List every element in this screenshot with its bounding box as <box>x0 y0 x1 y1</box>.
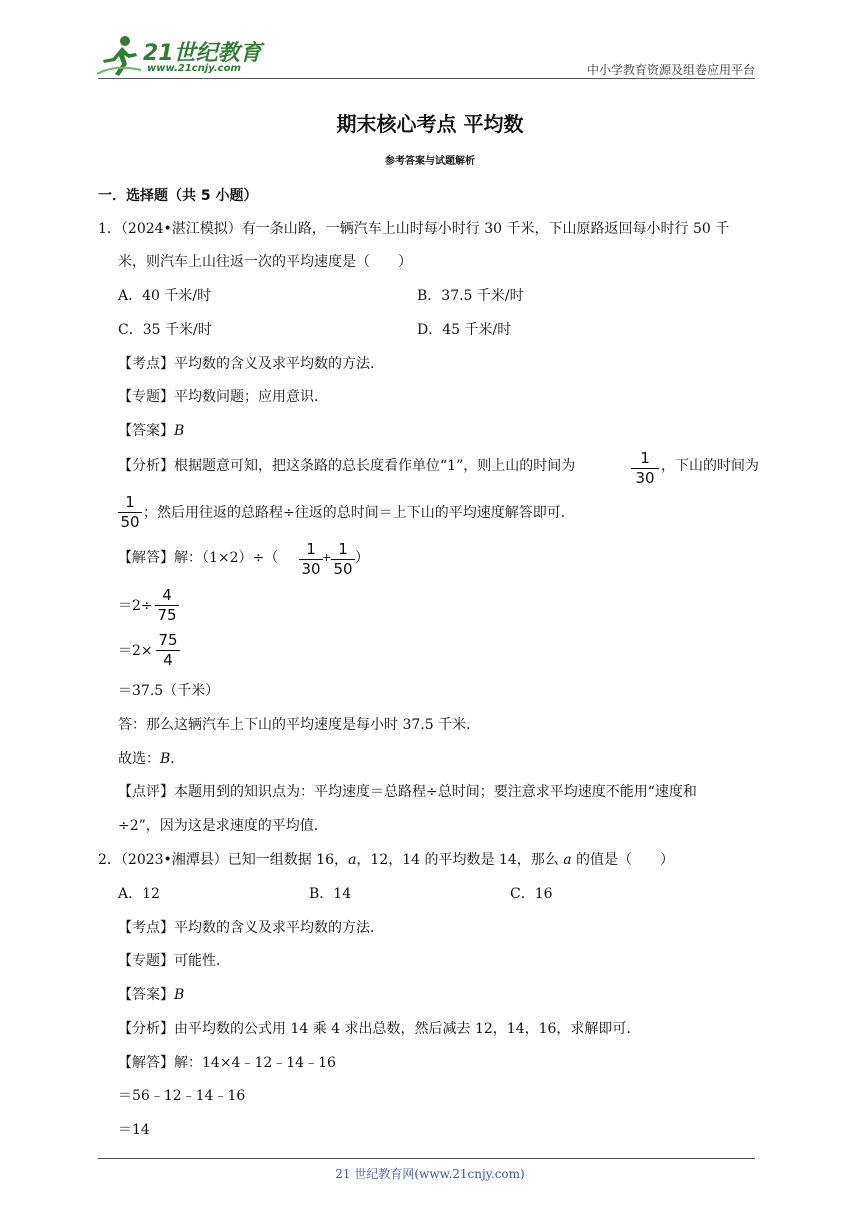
q1-step1-prefix: ＝2÷ <box>118 598 153 614</box>
fraction-4-75 <box>155 587 179 624</box>
logo-url: www.21cnjy.com <box>147 63 241 74</box>
q1-choose-value: B <box>160 751 171 767</box>
q2-option-b: B．14 <box>309 886 352 902</box>
header-divider <box>98 78 755 79</box>
q1-stem-line2: 米，则汽车上山往返一次的平均速度是（ ） <box>118 254 412 270</box>
fraction-1-50-b <box>331 541 355 578</box>
fraction-denominator: 75 <box>157 606 177 624</box>
q1-option-c: C．35 千米/时 <box>118 322 212 338</box>
section-heading: 一．选择题（共 5 小题） <box>98 188 258 204</box>
fraction-denominator: 50 <box>333 560 353 578</box>
q1-option-a: A．40 千米/时 <box>118 288 212 304</box>
q1-answer <box>118 421 184 441</box>
fraction-denominator: 30 <box>635 469 655 487</box>
q1-jieda-prefix: 【解答】解：（1×2）÷（ <box>118 550 279 566</box>
footer-link[interactable]: 21 世纪教育网(www.21cnjy.com) <box>335 1167 525 1181</box>
q2-step1: ＝56﹣12﹣14﹣16 <box>118 1088 246 1104</box>
q1-zhuanti: 【专题】平均数问题；应用意识． <box>118 389 328 405</box>
q2-option-a: A．12 <box>118 886 160 902</box>
site-name: 中小学教育资源及组卷应用平台 <box>586 63 755 77</box>
fraction-denominator: 30 <box>301 560 321 578</box>
q2-stem-b: ，12，14 的平均数是 14，那么 <box>356 852 564 868</box>
q2-answer-label: 【答案】 <box>118 987 174 1003</box>
q2-jieda: 【解答】解：14×4﹣12﹣14﹣16 <box>118 1055 336 1071</box>
fraction-numerator: 75 <box>158 631 178 649</box>
page-header <box>0 0 860 82</box>
fraction-1-50 <box>118 494 142 531</box>
q2-stem-c: 的值是（ ） <box>571 852 675 868</box>
q1-jieda-suffix: ） <box>355 550 369 566</box>
footer-divider <box>98 1158 755 1159</box>
q2-step2: ＝14 <box>118 1122 150 1138</box>
q1-step3: ＝37.5（千米） <box>118 683 220 699</box>
q2-stem-a: 2．（2023•湘潭县）已知一组数据 16， <box>98 852 349 868</box>
q2-answer <box>118 985 184 1005</box>
runner-logo-icon <box>95 34 143 78</box>
page-title: 期末核心考点 平均数 <box>336 112 524 136</box>
fraction-numerator: 1 <box>125 493 135 511</box>
page-subtitle: 参考答案与试题解析 <box>385 156 475 167</box>
q1-option-d: D．45 千米/时 <box>417 322 512 338</box>
q2-var-a: a <box>348 852 357 868</box>
fraction-denominator: 50 <box>120 513 140 531</box>
fraction-numerator: 1 <box>640 449 650 467</box>
q2-answer-value: B <box>174 987 185 1003</box>
q1-answer-label: 【答案】 <box>118 423 174 439</box>
q1-stem-line1: 1．（2024•湛江模拟）有一条山路，一辆汽车上山时每小时行 30 千米，下山原路返回每小时行 50 千 <box>98 221 730 237</box>
q1-answer-value: B <box>174 423 185 439</box>
q1-kaodian: 【考点】平均数的含义及求平均数的方法． <box>118 356 384 372</box>
fraction-denominator: 4 <box>163 651 173 669</box>
fraction-1-30 <box>631 450 659 487</box>
q2-stem <box>98 850 674 870</box>
plus-sign: + <box>322 551 332 564</box>
q1-choose <box>118 749 184 769</box>
q2-zhuanti: 【专题】可能性． <box>118 953 230 969</box>
fraction-numerator: 1 <box>338 540 348 558</box>
q1-fenxi-line1: 【分析】根据题意可知，把这条路的总长度看作单位“1”，则上山的时间为 <box>118 458 576 474</box>
q1-option-b: B．37.5 千米/时 <box>417 288 524 304</box>
fraction-75-4 <box>156 632 180 669</box>
q2-kaodian: 【考点】平均数的含义及求平均数的方法． <box>118 920 384 936</box>
q1-choose-suffix: ． <box>170 751 185 767</box>
q1-choose-prefix: 故选： <box>118 751 160 767</box>
q1-dianping-line2: ÷2”，因为这是求速度的平均值． <box>118 818 328 834</box>
q1-reply: 答：那么这辆汽车上下山的平均速度是每小时 37.5 千米． <box>118 717 481 733</box>
fraction-1-30-b <box>299 541 323 578</box>
fraction-numerator: 4 <box>162 586 172 604</box>
q1-step2-prefix: ＝2× <box>118 643 153 659</box>
q1-fenxi-line1-end: ，下山的时间为 <box>661 458 759 474</box>
fraction-numerator: 1 <box>306 540 316 558</box>
site-logo[interactable] <box>95 34 265 78</box>
logo-text: 21世纪教育 <box>143 41 262 66</box>
q2-option-c: C．16 <box>510 886 553 902</box>
q2-fenxi: 【分析】由平均数的公式用 14 乘 4 求出总数，然后减去 12，14，16，求解即可． <box>118 1021 641 1037</box>
q1-dianping-line1: 【点评】本题用到的知识点为：平均速度＝总路程÷总时间；要注意求平均速度不能用“速度和 <box>118 784 697 800</box>
q2-var-a2: a <box>563 852 572 868</box>
q1-fenxi-line2: ；然后用往返的总路程÷往返的总时间＝上下山的平均速度解答即可． <box>143 505 575 521</box>
